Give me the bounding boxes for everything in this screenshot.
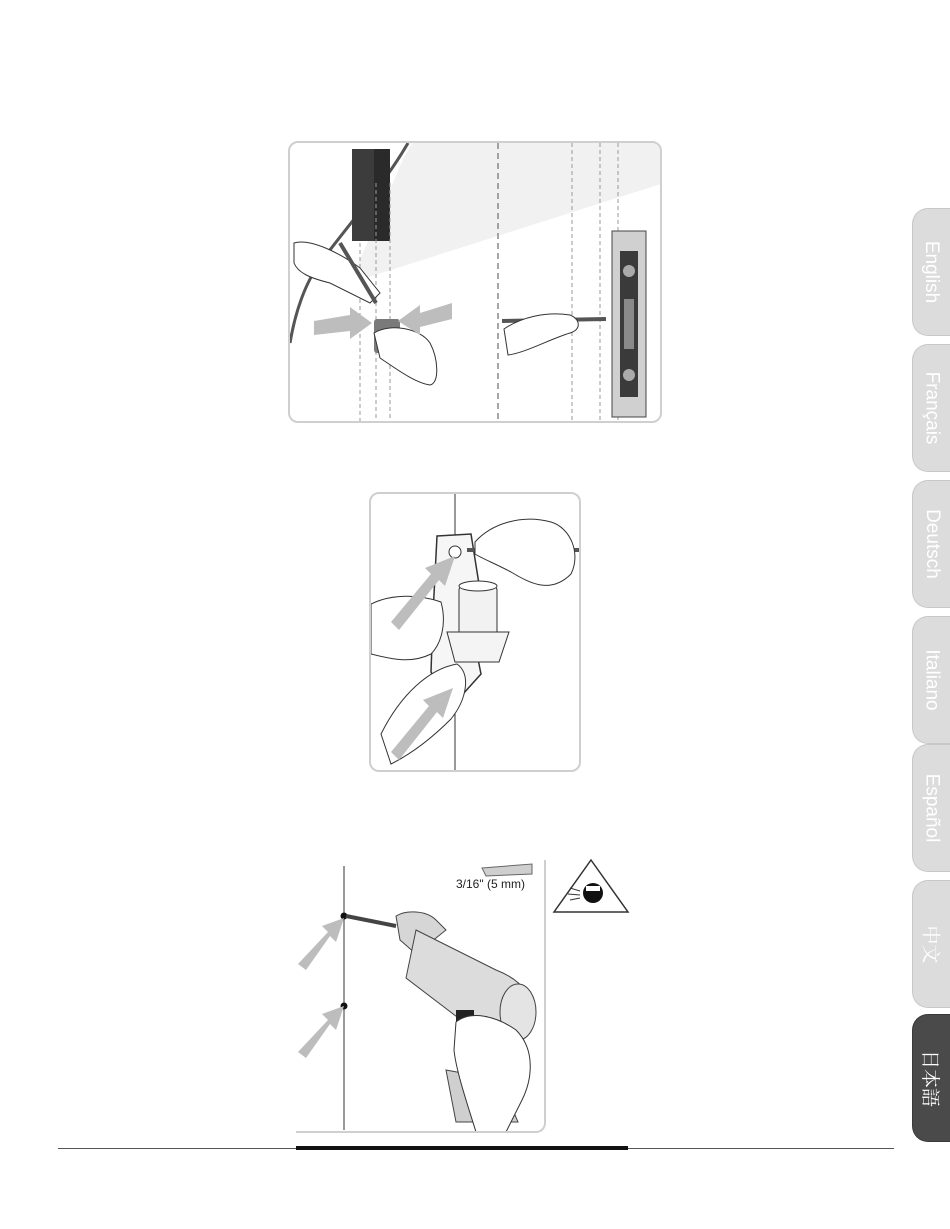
tab-japanese[interactable] [912,1014,950,1142]
illustration-drilling [296,860,546,1133]
tab-chinese-label: 中文 [919,924,941,964]
drill-bit-size-label: 3/16" (5 mm) [456,877,525,891]
tab-deutsch[interactable] [912,480,950,608]
illustration-marking-wall [288,141,662,423]
marking-holes-drawing [371,494,581,772]
tab-italiano[interactable] [912,616,950,744]
tab-espanol-label: Español [921,773,943,843]
tab-francais-label: Français [921,371,943,445]
marking-wall-drawing [290,143,662,423]
tab-english[interactable] [912,208,950,336]
tab-italiano-label: Italiano [921,649,943,711]
tab-francais[interactable] [912,344,950,472]
safety-goggles-warning-icon [552,858,630,914]
language-tabs [910,0,950,1229]
tab-deutsch-label: Deutsch [921,509,943,579]
tab-japanese-label: 日本語 [919,1049,941,1107]
tab-espanol[interactable] [912,744,950,872]
footer-rule-accent [296,1146,628,1150]
tab-english-label: English [921,240,943,304]
illustration-marking-holes [369,492,581,772]
drilling-drawing [296,860,546,1133]
tab-chinese[interactable] [912,880,950,1008]
